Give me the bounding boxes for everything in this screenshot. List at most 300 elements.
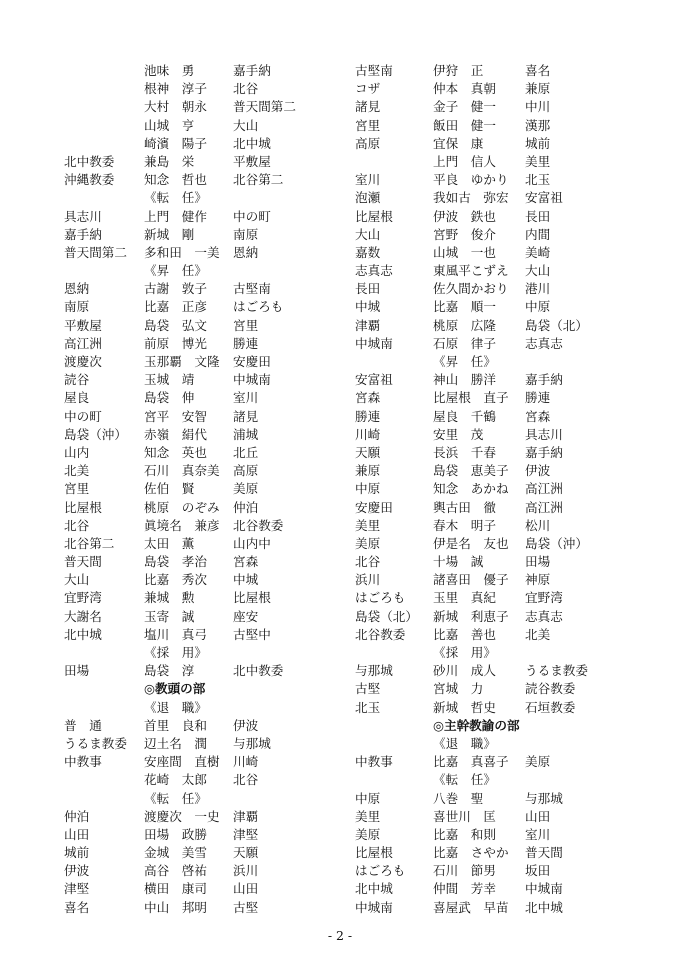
- from-school: 沖縄教委: [64, 172, 115, 188]
- list-item: [64, 226, 314, 244]
- list-item: [64, 117, 314, 135]
- person-name: 塩川 真弓: [144, 626, 207, 642]
- left-column: [64, 62, 314, 917]
- list-item: [355, 862, 625, 880]
- to-school: 島袋（北）: [525, 317, 588, 333]
- from-school: 勝連: [355, 408, 381, 424]
- from-school: 南原: [64, 299, 90, 315]
- list-item: [355, 262, 625, 280]
- to-school: 北中教委: [233, 663, 284, 679]
- to-school: 勝連: [525, 390, 551, 406]
- to-school: 中城南: [525, 881, 563, 897]
- person-name: 伊狩 正: [433, 63, 484, 78]
- person-name: 玉里 真紀: [433, 590, 496, 606]
- list-item: [355, 699, 625, 717]
- from-school: 宜野湾: [64, 590, 102, 606]
- list-item: [355, 444, 625, 462]
- list-item: [355, 335, 625, 353]
- to-school: 北玉: [525, 172, 551, 188]
- list-item: [64, 426, 314, 444]
- person-name: 兼島 栄: [144, 153, 195, 169]
- to-school: 北丘: [233, 444, 259, 460]
- person-name: 《採 用》: [144, 645, 207, 660]
- to-school: 伊波: [525, 463, 551, 479]
- from-school: 恩納: [64, 281, 90, 297]
- person-name: 長浜 千春: [433, 444, 496, 460]
- person-name: 輿古田 徹: [433, 499, 496, 515]
- list-item: [355, 517, 625, 535]
- from-school: 具志川: [64, 208, 102, 224]
- list-item: [355, 208, 625, 226]
- person-name: 比屋根 直子: [433, 390, 509, 406]
- to-school: 諸見: [233, 408, 259, 424]
- list-item: [64, 735, 314, 753]
- person-name: 島袋 伸: [144, 390, 195, 406]
- list-item: [355, 499, 625, 517]
- from-school: 島袋（北）: [355, 608, 418, 624]
- list-item: [64, 371, 314, 389]
- from-school: 中原: [355, 481, 381, 497]
- to-school: 浦城: [233, 426, 259, 442]
- person-name: 安里 茂: [433, 426, 484, 442]
- to-school: 古堅南: [233, 281, 271, 297]
- from-school: 田場: [64, 663, 90, 679]
- list-item: [64, 499, 314, 517]
- from-school: 宮里: [355, 117, 381, 133]
- to-school: 恩納: [233, 244, 259, 260]
- list-item: [64, 880, 314, 898]
- list-item: [64, 771, 314, 789]
- person-name: 兼城 勲: [144, 590, 195, 606]
- to-school: 北谷第二: [233, 172, 284, 188]
- from-school: 比屋根: [64, 499, 102, 515]
- person-name: 島袋 恵美子: [433, 463, 509, 479]
- from-school: はごろも: [355, 863, 406, 879]
- to-school: 南原: [233, 226, 259, 242]
- person-name: 比嘉 善也: [433, 626, 496, 642]
- person-name: 桃原 のぞみ: [144, 499, 220, 515]
- person-name: 石川 真奈美: [144, 463, 220, 479]
- to-school: 志真志: [525, 335, 563, 351]
- list-item: [64, 208, 314, 226]
- list-item: [64, 808, 314, 826]
- list-item: [355, 189, 625, 207]
- page-number: - 2 -: [327, 928, 353, 943]
- from-school: 平敷屋: [64, 317, 102, 333]
- to-school: 高江洲: [525, 499, 563, 515]
- from-school: コザ: [355, 81, 381, 97]
- from-school: 古堅: [355, 681, 381, 697]
- list-item: [64, 408, 314, 426]
- to-school: 北美: [525, 626, 551, 642]
- list-item: [355, 662, 625, 680]
- person-name: 玉寄 誠: [144, 608, 195, 624]
- list-item: [64, 862, 314, 880]
- from-school: 普 通: [64, 717, 102, 733]
- to-school: 浜川: [233, 863, 259, 879]
- list-item: [355, 371, 625, 389]
- to-school: 坂田: [525, 863, 551, 879]
- from-school: はごろも: [355, 590, 406, 606]
- person-name: 宮城 力: [433, 681, 484, 697]
- from-school: 長田: [355, 281, 381, 297]
- list-item: [64, 553, 314, 571]
- to-school: 大山: [233, 117, 259, 133]
- list-item: [355, 480, 625, 498]
- person-name: 喜世川 匡: [433, 808, 496, 824]
- list-item: [355, 680, 625, 698]
- to-school: 喜名: [525, 63, 551, 78]
- person-name: 知念 あかね: [433, 481, 509, 497]
- person-name: 横田 康司: [144, 881, 207, 897]
- list-item: [64, 790, 314, 808]
- to-school: はごろも: [233, 299, 284, 315]
- list-item: [64, 626, 314, 644]
- list-item: [355, 771, 625, 789]
- to-school: 中の町: [233, 208, 271, 224]
- person-name: 《転 任》: [144, 790, 207, 806]
- list-item: [64, 753, 314, 771]
- to-school: 田場: [525, 554, 551, 570]
- to-school: 具志川: [525, 426, 563, 442]
- from-school: 大謝名: [64, 608, 102, 624]
- to-school: 普天間第二: [233, 99, 296, 115]
- to-school: 津堅: [233, 826, 259, 842]
- list-item: [64, 171, 314, 189]
- from-school: 北玉: [355, 699, 381, 715]
- list-item: [64, 244, 314, 262]
- from-school: 大山: [355, 226, 381, 242]
- list-item: [64, 189, 314, 207]
- from-school: 与那城: [355, 663, 393, 679]
- person-name: 《昇 任》: [433, 354, 496, 369]
- person-name: 花崎 太郎: [144, 772, 207, 788]
- person-name: 東風平こずえ: [433, 263, 509, 279]
- list-item: [355, 171, 625, 189]
- from-school: 北美: [64, 463, 90, 479]
- person-name: 比嘉 さやか: [433, 845, 509, 861]
- from-school: 川崎: [355, 426, 381, 442]
- from-school: 中城南: [355, 335, 393, 351]
- to-school: 安富祖: [525, 190, 563, 206]
- from-school: 北中教委: [64, 153, 115, 169]
- list-item: [355, 280, 625, 298]
- to-school: 大山: [525, 263, 551, 279]
- person-name: 喜屋武 早苗: [433, 899, 509, 915]
- person-name: 《転 任》: [433, 772, 496, 788]
- to-school: 志真志: [525, 608, 563, 624]
- person-name: ◎教頭の部: [144, 681, 206, 697]
- person-name: 比嘉 和則: [433, 826, 496, 842]
- person-name: 神山 勝洋: [433, 372, 496, 388]
- list-item: [64, 844, 314, 862]
- person-name: 眞境名 兼彦: [144, 517, 220, 533]
- to-school: 中原: [525, 299, 551, 315]
- to-school: 北谷: [233, 772, 259, 788]
- to-school: 美原: [233, 481, 259, 497]
- to-school: うるま教委: [525, 663, 588, 679]
- list-item: [64, 699, 314, 717]
- person-name: 八巻 聖: [433, 790, 484, 806]
- person-name: 佐伯 賢: [144, 481, 195, 497]
- list-item: [355, 844, 625, 862]
- to-school: 長田: [525, 208, 551, 224]
- list-item: [64, 662, 314, 680]
- from-school: 山内: [64, 444, 90, 460]
- to-school: 平敷屋: [233, 153, 271, 169]
- person-name: 知念 哲也: [144, 172, 207, 188]
- from-school: うるま教委: [64, 735, 127, 751]
- list-item: [355, 298, 625, 316]
- person-name: 石原 律子: [433, 335, 496, 351]
- list-item: [64, 826, 314, 844]
- list-item: [355, 62, 625, 80]
- list-item: [355, 899, 625, 917]
- from-school: 天願: [355, 444, 381, 460]
- person-name: 島袋 弘文: [144, 317, 207, 333]
- to-school: 山内中: [233, 535, 271, 551]
- from-school: 美原: [355, 535, 381, 551]
- person-name: 島袋 淳: [144, 663, 195, 679]
- to-school: 嘉手納: [525, 444, 563, 460]
- from-school: 比屋根: [355, 845, 393, 861]
- list-item: [64, 262, 314, 280]
- to-school: 座安: [233, 608, 259, 624]
- to-school: 港川: [525, 281, 551, 297]
- from-school: 中教事: [64, 754, 102, 770]
- list-item: [355, 389, 625, 407]
- to-school: 漢那: [525, 117, 551, 133]
- person-name: 比嘉 正彦: [144, 299, 207, 315]
- person-name: 山城 一也: [433, 244, 496, 260]
- list-item: [355, 626, 625, 644]
- to-school: 天願: [233, 845, 259, 861]
- person-name: 金城 美雪: [144, 845, 207, 861]
- list-item: [355, 244, 625, 262]
- from-school: 美里: [355, 517, 381, 533]
- to-school: 川崎: [233, 754, 259, 770]
- to-school: 石垣教委: [525, 699, 576, 715]
- from-school: 渡慶次: [64, 354, 102, 369]
- person-name: 知念 英也: [144, 444, 207, 460]
- person-name: 新城 利恵子: [433, 608, 509, 624]
- to-school: 室川: [525, 826, 551, 842]
- person-name: 十場 誠: [433, 554, 484, 570]
- to-school: 内間: [525, 226, 551, 242]
- from-school: 美原: [355, 826, 381, 842]
- to-school: 山田: [233, 881, 259, 897]
- to-school: 宮森: [233, 554, 259, 570]
- person-name: 石川 節男: [433, 863, 496, 879]
- list-item: [64, 353, 314, 371]
- to-school: 古堅中: [233, 626, 271, 642]
- to-school: 与那城: [525, 790, 563, 806]
- to-school: 宮森: [525, 408, 551, 424]
- list-item: [64, 389, 314, 407]
- person-name: 《採 用》: [433, 645, 496, 660]
- person-name: 池味 勇: [144, 63, 195, 78]
- from-school: 伊波: [64, 863, 90, 879]
- person-name: 新城 剛: [144, 226, 195, 242]
- to-school: 神原: [525, 572, 551, 588]
- person-name: 大村 朝永: [144, 99, 207, 115]
- to-school: 兼原: [525, 81, 551, 97]
- from-school: 兼原: [355, 463, 381, 479]
- list-item: [355, 535, 625, 553]
- list-item: [64, 280, 314, 298]
- to-school: 古堅: [233, 899, 259, 915]
- list-item: [64, 80, 314, 98]
- from-school: 中城: [355, 299, 381, 315]
- person-name: 古謝 敦子: [144, 281, 207, 297]
- person-name: 比嘉 真喜子: [433, 754, 509, 770]
- person-name: 春木 明子: [433, 517, 496, 533]
- to-school: 普天間: [525, 845, 563, 861]
- person-name: 金子 健一: [433, 99, 496, 115]
- from-school: 城前: [64, 845, 90, 861]
- list-item: [64, 62, 314, 80]
- from-school: 嘉数: [355, 244, 381, 260]
- to-school: 勝連: [233, 335, 259, 351]
- person-name: 諸喜田 優子: [433, 572, 509, 588]
- person-name: 玉那覇 文隆: [144, 354, 220, 369]
- list-item: [355, 408, 625, 426]
- to-school: 室川: [233, 390, 259, 406]
- person-name: 首里 良和: [144, 717, 207, 733]
- to-school: 北谷教委: [233, 517, 284, 533]
- to-school: 嘉手納: [525, 372, 563, 388]
- person-name: 山城 亨: [144, 117, 195, 133]
- to-school: 城前: [525, 135, 551, 151]
- from-school: 美里: [355, 808, 381, 824]
- from-school: 宮里: [64, 481, 90, 497]
- list-item: [355, 571, 625, 589]
- list-item: [355, 735, 625, 753]
- to-school: 読谷教委: [525, 681, 576, 697]
- list-item: [355, 226, 625, 244]
- list-item: [64, 517, 314, 535]
- person-name: 飯田 健一: [433, 117, 496, 133]
- list-item: [355, 608, 625, 626]
- person-name: 仲間 芳幸: [433, 881, 496, 897]
- person-name: 辺土名 潤: [144, 735, 207, 751]
- from-school: 中の町: [64, 408, 102, 424]
- person-name: 安座間 直樹: [144, 754, 220, 770]
- list-item: [64, 899, 314, 917]
- list-item: [64, 644, 314, 662]
- person-name: 島袋 孝治: [144, 554, 207, 570]
- person-name: 比嘉 秀次: [144, 572, 207, 588]
- person-name: 我如古 弥宏: [433, 190, 509, 206]
- to-school: 北中城: [233, 135, 271, 151]
- from-school: 高江洲: [64, 335, 102, 351]
- to-school: 高原: [233, 463, 259, 479]
- from-school: 北中城: [64, 626, 102, 642]
- to-school: 島袋（沖）: [525, 535, 588, 551]
- to-school: 松川: [525, 517, 551, 533]
- person-name: 崎濱 陽子: [144, 135, 207, 151]
- list-item: [64, 317, 314, 335]
- to-school: 美里: [525, 153, 551, 169]
- person-name: 《転 任》: [144, 190, 207, 206]
- from-school: 古堅南: [355, 63, 393, 78]
- list-item: [355, 80, 625, 98]
- person-name: 伊是名 友也: [433, 535, 509, 551]
- person-name: 多和田 一美: [144, 244, 220, 260]
- list-item: [64, 535, 314, 553]
- from-school: 喜名: [64, 899, 90, 915]
- from-school: 北中城: [355, 881, 393, 897]
- from-school: 読谷: [64, 372, 90, 388]
- list-item: [64, 335, 314, 353]
- from-school: 津覇: [355, 317, 381, 333]
- to-school: 高江洲: [525, 481, 563, 497]
- to-school: 仲泊: [233, 499, 259, 515]
- person-name: 宮野 俊介: [433, 226, 496, 242]
- person-name: 渡慶次 一史: [144, 808, 220, 824]
- from-school: 大山: [64, 572, 90, 588]
- list-item: [355, 135, 625, 153]
- person-name: 《昇 任》: [144, 263, 207, 279]
- person-name: 《退 職》: [144, 699, 207, 715]
- from-school: 室川: [355, 172, 381, 188]
- person-name: 根神 淳子: [144, 81, 207, 97]
- from-school: 泡瀬: [355, 190, 381, 206]
- from-school: 山田: [64, 826, 90, 842]
- list-item: [355, 644, 625, 662]
- list-item: [64, 444, 314, 462]
- person-name: 玉城 靖: [144, 372, 195, 388]
- from-school: 中原: [355, 790, 381, 806]
- list-item: [64, 480, 314, 498]
- person-name: 上門 信人: [433, 153, 496, 169]
- to-school: 伊波: [233, 717, 259, 733]
- person-name: 上門 健作: [144, 208, 207, 224]
- person-name: 赤嶺 絹代: [144, 426, 207, 442]
- to-school: 比屋根: [233, 590, 271, 606]
- list-item: [64, 153, 314, 171]
- to-school: 美原: [525, 754, 551, 770]
- list-item: [355, 717, 625, 735]
- person-name: 太田 薫: [144, 535, 195, 551]
- from-school: 屋良: [64, 390, 90, 406]
- from-school: 浜川: [355, 572, 381, 588]
- person-name: 中山 邦明: [144, 899, 207, 915]
- list-item: [355, 753, 625, 771]
- person-name: 宜保 康: [433, 135, 484, 151]
- list-item: [355, 117, 625, 135]
- person-name: 平良 ゆかり: [433, 172, 509, 188]
- from-school: 津堅: [64, 881, 90, 897]
- person-name: 比嘉 順一: [433, 299, 496, 315]
- list-item: [355, 808, 625, 826]
- list-item: [64, 571, 314, 589]
- from-school: 中城南: [355, 899, 393, 915]
- list-item: [64, 717, 314, 735]
- person-name: 砂川 成人: [433, 663, 496, 679]
- to-school: 津覇: [233, 808, 259, 824]
- person-name: 屋良 千鶴: [433, 408, 496, 424]
- list-item: [64, 462, 314, 480]
- to-school: 宜野湾: [525, 590, 563, 606]
- list-item: [64, 608, 314, 626]
- to-school: 嘉手納: [233, 63, 271, 78]
- list-item: [355, 153, 625, 171]
- person-name: ◎主幹教諭の部: [433, 717, 520, 733]
- from-school: 比屋根: [355, 208, 393, 224]
- list-item: [355, 880, 625, 898]
- list-item: [355, 426, 625, 444]
